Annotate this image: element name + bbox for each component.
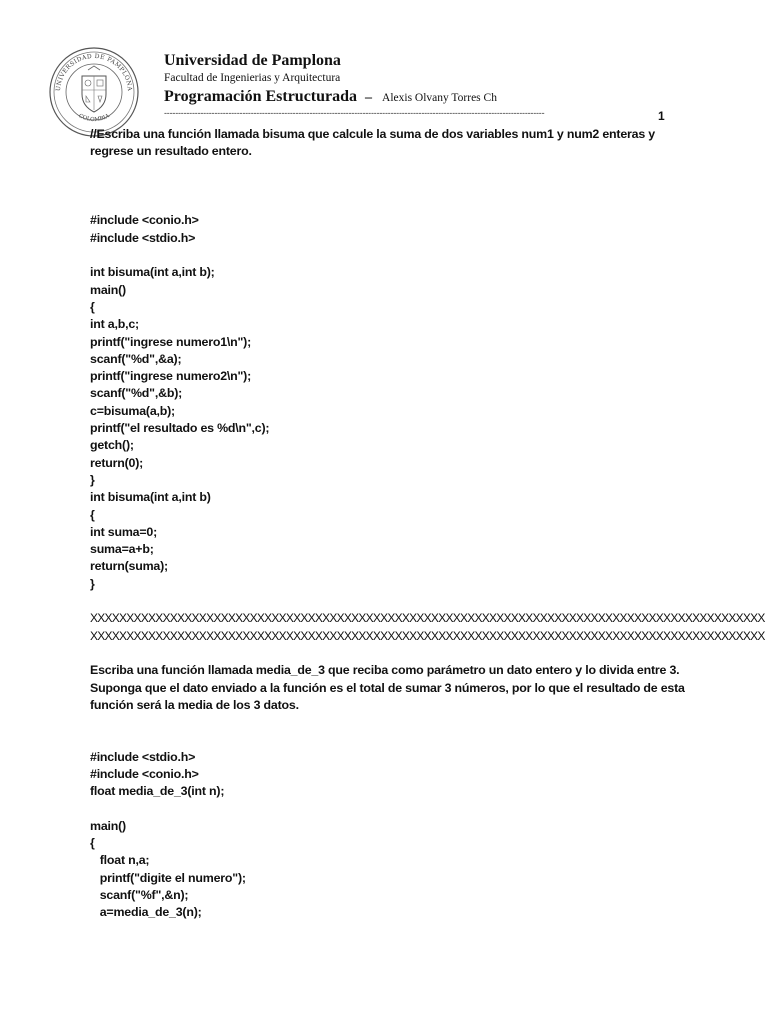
exercise2-code-block — [90, 749, 690, 922]
svg-text:COLOMBIA: COLOMBIA — [77, 113, 111, 124]
code-line: scanf("%f",&n); — [90, 888, 189, 903]
document-body — [90, 126, 765, 922]
code-line: getch(); — [90, 438, 134, 453]
code-line: float n,a; — [90, 853, 150, 868]
title-separator: – — [365, 90, 373, 105]
code-line: { — [90, 299, 95, 314]
code-line: main() — [90, 818, 126, 833]
page-number: 1 — [658, 109, 665, 123]
code-line: scanf("%d",&b); — [90, 386, 183, 401]
code-line — [90, 247, 690, 264]
code-line: } — [90, 576, 95, 591]
code-line: int bisuma(int a,int b) — [90, 490, 211, 505]
code-line — [90, 801, 690, 818]
code-line: return(0); — [90, 455, 144, 470]
code-line: return(suma); — [90, 559, 168, 574]
x-separator-line: XXXXXXXXXXXXXXXXXXXXXXXXXXXXXXXXXXXXXXXXXXXXXXXXXXXXXXXXXXXXXXXXXXXXXXXXXXXXXXXXXXXXXXXXXXXXX — [90, 611, 765, 626]
code-line: { — [90, 507, 95, 522]
code-line: printf("digite el numero"); — [90, 870, 246, 885]
code-line: suma=a+b; — [90, 542, 154, 557]
code-line: int a,b,c; — [90, 317, 139, 332]
exercise2-statement-line1: Escriba una función llamada media_de_3 que reciba como parámetro un dato entero y lo divida entre 3. — [90, 663, 680, 678]
exercise1-statement-line2: regrese un resultado entero. — [90, 144, 252, 159]
university-seal-logo — [48, 46, 140, 138]
code-line: #include <conio.h> — [90, 766, 199, 781]
x-separator-line: XXXXXXXXXXXXXXXXXXXXXXXXXXXXXXXXXXXXXXXXXXXXXXXXXXXXXXXXXXXXXXXXXXXXXXXXXXXXXXXXXXXXXXXXXXXXX — [90, 628, 765, 643]
svg-text:UNIVERSIDAD DE PAMPLONA: UNIVERSIDAD DE PAMPLONA — [54, 52, 134, 92]
code-line: { — [90, 836, 95, 851]
author-name: Alexis Olvany Torres Ch — [382, 92, 497, 104]
code-line: scanf("%d",&a); — [90, 351, 182, 366]
code-line: #include <conio.h> — [90, 213, 199, 228]
code-line: float media_de_3(int n); — [90, 784, 225, 799]
exercise1-code-block — [90, 212, 690, 593]
code-line: printf("el resultado es %d\n",c); — [90, 421, 270, 436]
code-line: } — [90, 472, 95, 487]
faculty-name: Facultad de Ingenierias y Arquitectura — [164, 72, 341, 84]
code-line: #include <stdio.h> — [90, 749, 196, 764]
course-header — [164, 88, 497, 106]
exercise2-statement-line2: Suponga que el dato enviado a la función es el total de sumar 3 números, por lo que el resultado de esta — [90, 680, 685, 695]
code-line: int suma=0; — [90, 524, 158, 539]
code-line: c=bisuma(a,b); — [90, 403, 175, 418]
code-line: int bisuma(int a,int b); — [90, 265, 215, 280]
code-line: #include <stdio.h> — [90, 230, 196, 245]
code-line: printf("ingrese numero2\n"); — [90, 369, 252, 384]
code-line: a=media_de_3(n); — [90, 905, 202, 920]
exercise1-statement-line1: //Escriba una función llamada bisuma que calcule la suma de dos variables num1 y num2 enteras y — [90, 127, 655, 141]
code-line: printf("ingrese numero1\n"); — [90, 334, 252, 349]
header-dashed-rule: ---------------------------------------------------------------------------------------------------------------------------------------- — [164, 108, 545, 118]
exercise2-statement-line3: función será la media de los 3 datos. — [90, 697, 299, 712]
course-title: Programación Estructurada — [164, 88, 358, 105]
university-name: Universidad de Pamplona — [164, 52, 341, 69]
code-line: main() — [90, 282, 126, 297]
